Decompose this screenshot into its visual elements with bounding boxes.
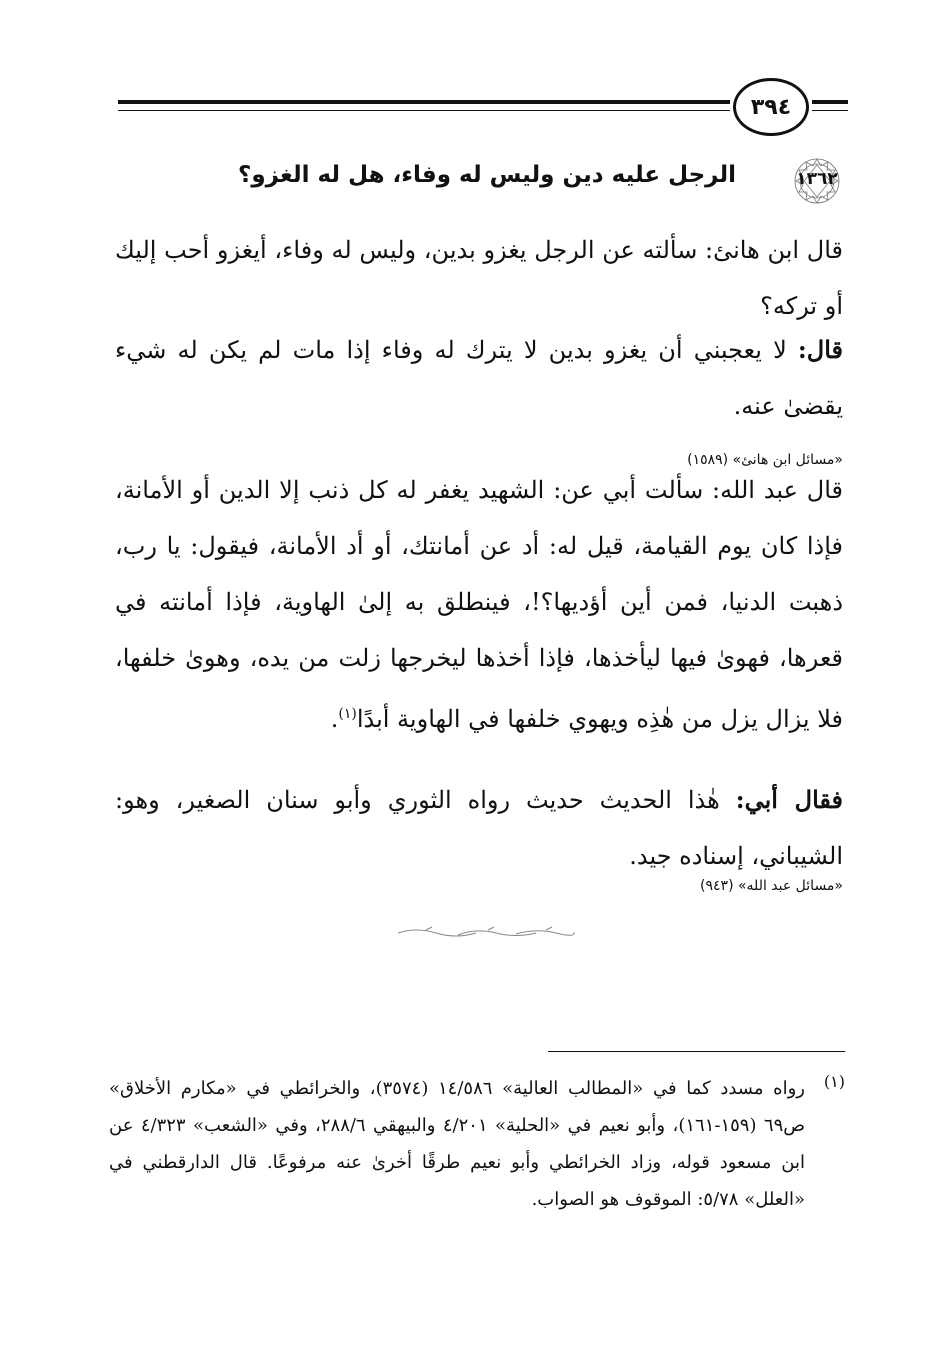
footnote-marker: (١) [823, 1072, 845, 1091]
source-citation: «مسائل عبد الله» (٩٤٣) [700, 878, 843, 894]
entry-question [115, 462, 843, 747]
header-rule-thick [118, 100, 730, 104]
section-number: ١٣٦٢ [796, 169, 838, 189]
answer-text: هٰذا الحديث حديث رواه الثوري وأبو سنان الصغير، وهو: الشيباني، إسناده جيد. [115, 786, 843, 870]
footnote-reference: (١) [338, 706, 357, 722]
entry-question: قال ابن هانئ: سألته عن الرجل يغزو بدين، وليس له وفاء، أيغزو أحب إليك أو تركه؟ [115, 236, 843, 320]
answer-text: لا يعجبني أن يغزو بدين لا يترك له وفاء إذا مات لم يكن له شيء يقضىٰ عنه. [115, 336, 843, 420]
section-number-badge [786, 156, 848, 206]
question-end: . [330, 705, 339, 733]
footnote-text: رواه مسدد كما في «المطالب العالية» ١٤/٥٨٦ (٣٥٧٤)، والخرائطي في «مكارم الأخلاق» ص٦٩ (١٥٩-١٦١)، وأبو نعيم في «الحلية» ٤/٢٠١ والبيهقي ٢٨٨/٦، وفي «الشعب» ٤/٣٢٣ عن ابن مسعود قوله، وزاد الخرائطي وأبو نعيم طرقًا أخرىٰ عنه مرفوعًا. قال الدارقطني في «العلل» ٥/٧٨: الموقوف هو الصواب. [109, 1078, 806, 1210]
source-citation: «مسائل ابن هانئ» (١٥٨٩) [687, 452, 843, 468]
answer-label: قال: [797, 335, 843, 364]
entry-answer [115, 772, 843, 884]
separator-ornament-icon [396, 924, 576, 940]
header-rule-thin [118, 110, 730, 111]
footnote-rule [548, 1051, 845, 1052]
header-rule-thick-right [812, 100, 848, 104]
entry-answer [115, 322, 843, 434]
question-text: قال عبد الله: سألت أبي عن: الشهيد يغفر له كل ذنب إلا الدين أو الأمانة، فإذا كان يوم القيامة، قيل له: أد عن أمانتك، أو أد الأمانة، فيقول: يا رب، ذهبت الدنيا، فمن أين أؤديها؟!، فينطلق به إلىٰ الهاوية، فإذا أمانته في قعرها، فهوىٰ فيها ليأخذها، فإذا أخذها ليخرجها زلت من يده، وهوىٰ خلفها، فلا يزال يزل من هٰذِه ويهوي خلفها في الهاوية أبدًا [115, 476, 844, 733]
answer-label: فقال أبي: [735, 785, 844, 814]
section-title: الرجل عليه دين وليس له وفاء، هل له الغزو؟ [238, 162, 736, 188]
page-number: ٣٩٤ [733, 78, 809, 136]
header-rule-thin-right [812, 110, 848, 111]
